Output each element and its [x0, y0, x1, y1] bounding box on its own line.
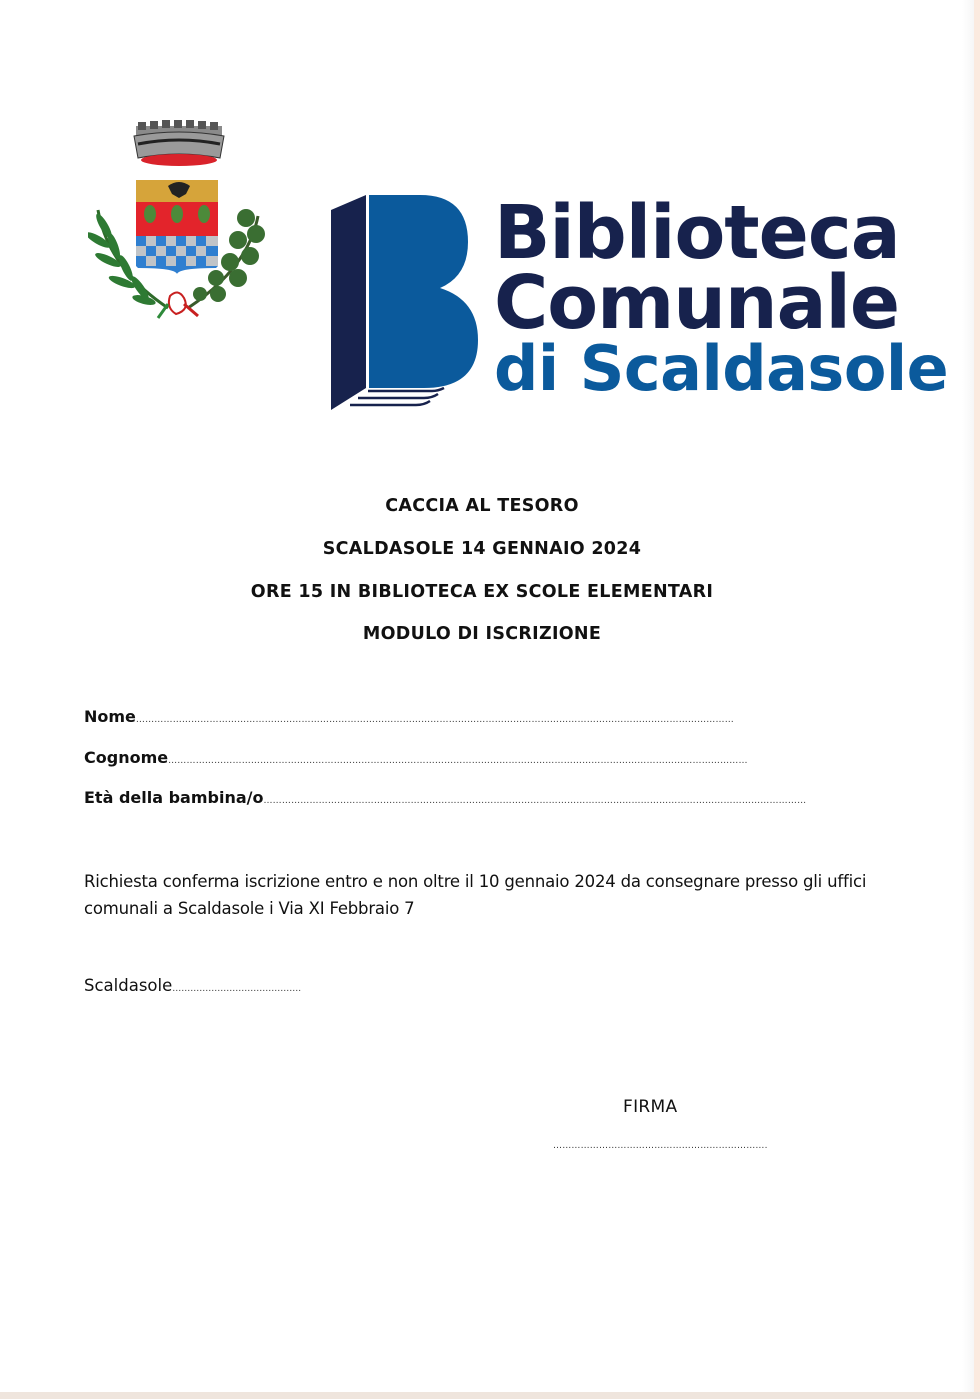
page-edge-shadow: [962, 0, 974, 1392]
coat-of-arms-icon: [88, 118, 268, 324]
fill-in-dots: ……………………………………………………………………………………………………………………………………………………………………………: [135, 715, 734, 725]
fill-in-dots: …………………………………….: [172, 984, 302, 994]
crown-icon: [134, 120, 224, 166]
event-date: SCALDASOLE 14 GENNAIO 2024: [322, 539, 642, 559]
event-title: CACCIA AL TESORO: [385, 496, 579, 516]
library-logo-text: [494, 190, 949, 405]
field-label: Età della bambina/o: [84, 788, 264, 807]
event-time-location: ORE 15 IN BIBLIOTECA EX SCOLE ELEMENTARI: [250, 582, 714, 602]
page-edge-bottom: [0, 1392, 980, 1399]
field-label: Cognome: [84, 748, 169, 767]
logo-line-biblioteca: Biblioteca: [494, 190, 900, 276]
fill-in-dots: ………………………………………………………………………………………………………………………………………………………………………: [168, 756, 748, 766]
library-book-logo-icon: [328, 192, 488, 414]
form-title: MODULO DI ISCRIZIONE: [362, 624, 602, 644]
form-field-nome[interactable]: [84, 707, 734, 726]
registration-note: Richiesta conferma iscrizione entro e non oltre il 10 gennaio 2024 da consegnare presso gli uffici comunali a Scaldasole i Via XI Febbraio 7: [84, 872, 867, 918]
logo-line-comunale: Comunale: [494, 260, 900, 346]
place-label: Scaldasole: [84, 976, 173, 995]
logo-line-di-scaldasole: di Scaldasole: [494, 332, 949, 405]
form-field-cognome[interactable]: [84, 748, 748, 767]
page-edge-right: [974, 0, 980, 1399]
field-label: Nome: [84, 707, 136, 726]
shield-icon: [136, 180, 218, 274]
fill-in-dots: ……………………………………………………………………………………………………………………………………………………………: [263, 796, 807, 806]
form-field-eta[interactable]: [84, 788, 806, 807]
place-date-field[interactable]: [84, 976, 301, 995]
signature-label: FIRMA: [623, 1097, 678, 1117]
signature-field[interactable]: …………………………………………………………….: [553, 1141, 768, 1151]
